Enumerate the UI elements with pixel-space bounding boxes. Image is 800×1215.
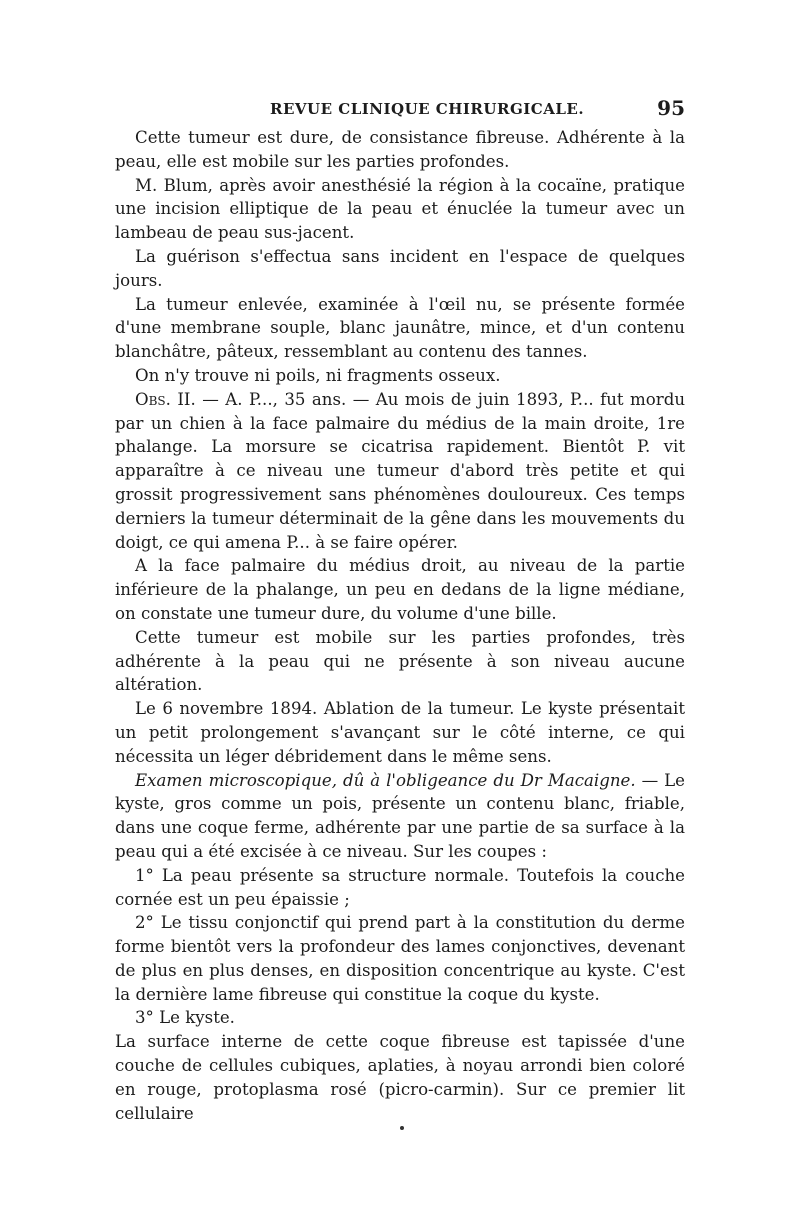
exam-heading: Examen microscopique, dû à l'obligeance du Dr Macaigne. — [135, 770, 636, 790]
paragraph: M. Blum, après avoir anesthésié la région à la cocaïne, pratique une incision elliptique de la peau et énuclée la tumeur avec un lambeau de peau sus-jacent. — [115, 175, 685, 243]
observation-label: Obs. II. — [135, 389, 196, 409]
observation-text: — A. P..., 35 ans. — Au mois de juin 1893, P... fut mordu par un chien à la face palmaire du médius de la main droite, 1re phalange. La morsure se cicatrisa rapidement. Bientôt P. vit apparaître à ce niveau une tumeur d'abord très petite et qui grossit progressivement sans phénomènes douloureux. Ces temps derniers la tumeur déterminait de la gêne dans les mouvements du doigt, ce qui amena P... à se faire opérer. — [115, 389, 686, 552]
paragraph: 1° La peau présente sa structure normale. Toutefois la couche cornée est un peu épaissie ; — [115, 865, 685, 909]
paragraph: Cette tumeur est mobile sur les parties profondes, très adhérente à la peau qui ne présente à son niveau aucune altération. — [115, 627, 685, 695]
paragraph: Le 6 novembre 1894. Ablation de la tumeur. Le kyste présentait un petit prolongement s'avançant sur le côté interne, ce qui nécessita un léger débridement dans le même sens. — [115, 699, 685, 766]
paragraph: 3° Le kyste. — [135, 1008, 235, 1028]
running-title: REVUE CLINIQUE CHIRURGICALE. — [270, 100, 585, 118]
body-text — [115, 126, 685, 1125]
exam-paragraph — [115, 769, 685, 864]
ink-dot — [400, 1126, 404, 1130]
paragraph: 2° Le tissu conjonctif qui prend part à la constitution du derme forme bientôt vers la profondeur des lames conjonctives, devenant de plus en plus denses, en disposition concentrique au kyste. C'est la dernière lame fibreuse qui constitue la coque du kyste. — [115, 913, 685, 1004]
paragraph: Cette tumeur est dure, de consistance fibreuse. Adhérente à la peau, elle est mobile sur les parties profondes. — [115, 128, 685, 171]
running-head — [115, 96, 685, 122]
paragraph: La guérison s'effectua sans incident en l'espace de quelques jours. — [115, 246, 685, 290]
observation-paragraph — [115, 388, 685, 555]
paragraph: La tumeur enlevée, examinée à l'œil nu, se présente formée d'une membrane souple, blanc jaunâtre, mince, et d'un contenu blanchâtre, pâteux, ressemblant au contenu des tannes. — [115, 294, 685, 362]
paragraph: A la face palmaire du médius droit, au niveau de la partie inférieure de la phalange, un peu en dedans de la ligne médiane, on constate une tumeur dure, du volume d'une bille. — [115, 556, 685, 623]
page-number: 95 — [657, 96, 685, 120]
paragraph: On n'y trouve ni poils, ni fragments osseux. — [135, 365, 501, 385]
paragraph: La surface interne de cette coque fibreuse est tapissée d'une couche de cellules cubiques, aplaties, à noyau arrondi bien coloré en rouge, protoplasma rosé (picro-carmin). Sur ce premier lit cellulaire — [115, 1032, 685, 1123]
exam-text: — Le kyste, gros comme un pois, présente un contenu blanc, friable, dans une coque ferme, adhérente par une partie de sa surface à la peau qui a été excisée à ce niveau. Sur les coupes : — [115, 770, 685, 861]
